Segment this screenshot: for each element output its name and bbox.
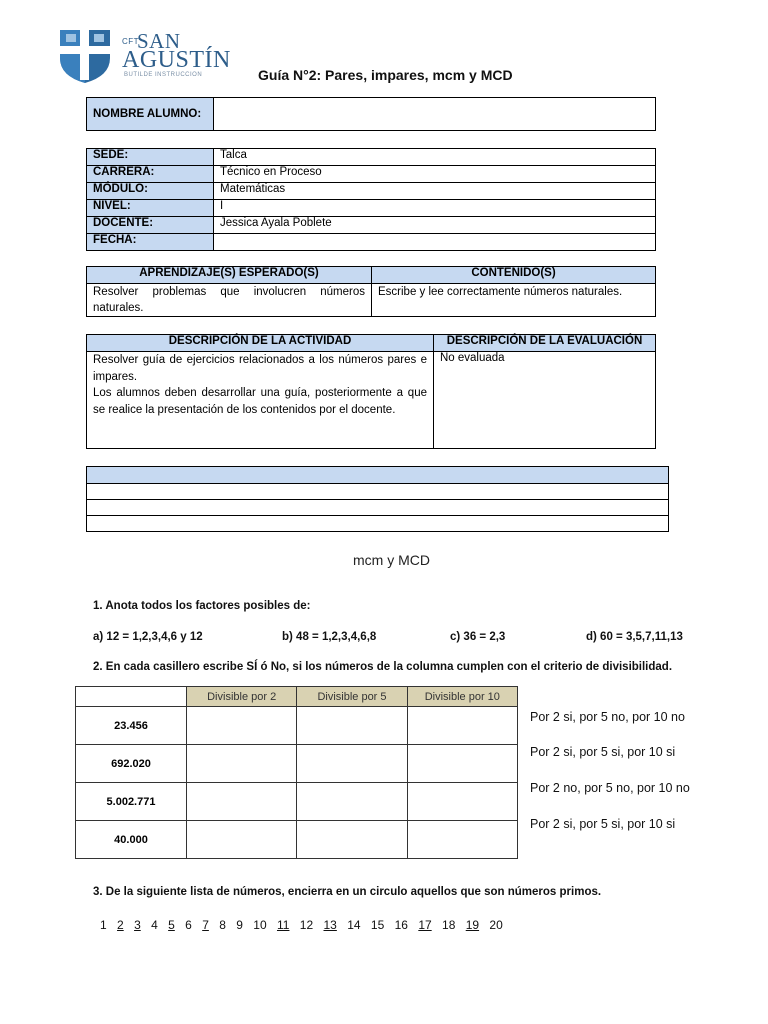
learning-text: Resolver problemas que involucren números naturales. [87,284,372,317]
info-label: NIVEL: [87,200,214,217]
number-item[interactable]: 16 [394,918,408,932]
activity-header: DESCRIPCIÓN DE LA ACTIVIDAD [87,335,434,352]
answer-cell[interactable] [187,783,297,821]
number-item[interactable]: 18 [442,918,456,932]
activity-text-2: Los alumnos deben desarrollar una guía, posteriormente a que se realice la presentación de los contenidos por el docente. [93,387,427,416]
info-label: CARRERA: [87,166,214,183]
number-item[interactable]: 7 [202,918,209,932]
answer-1d: d) 60 = 3,5,7,11,13 [586,631,683,643]
blank-table [86,466,669,532]
answer-1a: a) 12 = 1,2,3,4,6 y 12 [93,631,203,643]
activity-table [86,334,656,449]
blank-row[interactable] [87,500,669,516]
number-item[interactable]: 13 [323,918,337,932]
section-title: mcm y MCD [353,552,430,568]
number-cell: 40.000 [76,821,187,859]
answer-cell[interactable] [297,821,407,859]
learning-table [86,266,656,317]
content-text: Escribe y lee correctamente números naturales. [372,284,656,317]
number-item[interactable]: 1 [100,918,107,932]
info-value: Técnico en Proceso [214,166,656,183]
blank-header [87,467,669,484]
logo-san: SAN [137,29,181,53]
number-cell: 23.456 [76,707,187,745]
number-item[interactable]: 9 [236,918,243,932]
divisibility-table [75,686,518,859]
student-name-field[interactable] [214,98,656,131]
number-item[interactable]: 20 [489,918,503,932]
number-cell: 5.002.771 [76,783,187,821]
number-item[interactable]: 2 [117,918,124,932]
date-field[interactable] [214,234,656,251]
answer-cell[interactable] [407,821,517,859]
answer-cell[interactable] [187,745,297,783]
criteria-answer: Por 2 si, por 5 no, por 10 no [530,710,685,724]
logo-tagline: BUTILDE INSTRUCCION [124,72,203,78]
number-item[interactable]: 12 [299,918,314,932]
answer-cell[interactable] [187,707,297,745]
info-label: SEDE: [87,149,214,166]
number-item[interactable]: 17 [418,918,432,932]
number-list [100,918,510,932]
info-value: Matemáticas [214,183,656,200]
number-item[interactable]: 10 [253,918,267,932]
number-item[interactable]: 11 [276,918,290,932]
answer-cell[interactable] [407,783,517,821]
criteria-answer: Por 2 si, por 5 si, por 10 si [530,745,676,759]
info-label: DOCENTE: [87,217,214,234]
column-header: Divisible por 5 [297,687,407,707]
number-item[interactable]: 15 [370,918,385,932]
answer-cell[interactable] [407,745,517,783]
criteria-answer: Por 2 no, por 5 no, por 10 no [530,781,690,795]
number-item[interactable]: 6 [185,918,192,932]
number-item[interactable]: 5 [168,918,175,932]
info-table [86,148,656,251]
number-cell: 692.020 [76,745,187,783]
info-value: Talca [214,149,656,166]
corner-cell [76,687,187,707]
answer-cell[interactable] [187,821,297,859]
answer-cell[interactable] [297,745,407,783]
info-label: FECHA: [87,234,214,251]
info-label: MÓDULO: [87,183,214,200]
content-header: CONTENIDO(S) [372,267,656,284]
activity-text-1: Resolver guía de ejercicios relacionados a los números pares e impares. [93,354,427,383]
student-table [86,97,656,131]
logo-agustin: AGUSTÍN [122,47,231,73]
answer-1c: c) 36 = 2,3 [450,631,506,643]
answer-cell[interactable] [407,707,517,745]
column-header: Divisible por 10 [407,687,517,707]
info-value: Jessica Ayala Poblete [214,217,656,234]
student-label: NOMBRE ALUMNO: [87,98,214,131]
info-value: I [214,200,656,217]
question-1: 1. Anota todos los factores posibles de: [93,600,311,612]
evaluation-header: DESCRIPCIÓN DE LA EVALUACIÓN [434,335,656,352]
evaluation-text: No evaluada [434,352,656,449]
column-header: Divisible por 2 [187,687,297,707]
criteria-answer: Por 2 si, por 5 si, por 10 si [530,817,676,831]
page-title: Guía N°2: Pares, impares, mcm y MCD [258,67,513,83]
number-item[interactable]: 19 [465,918,480,932]
number-item[interactable]: 3 [134,918,141,932]
question-3: 3. De la siguiente lista de números, encierra en un circulo aquellos que son números primos. [93,886,602,898]
number-item[interactable]: 8 [219,918,226,932]
blank-row[interactable] [87,516,669,532]
blank-row[interactable] [87,484,669,500]
number-item[interactable]: 14 [347,918,361,932]
learning-header: APRENDIZAJE(S) ESPERADO(S) [87,267,372,284]
answer-cell[interactable] [297,783,407,821]
answer-1b: b) 48 = 1,2,3,4,6,8 [282,631,377,643]
number-item[interactable]: 4 [151,918,158,932]
activity-text [87,352,434,449]
question-2: 2. En cada casillero escribe SÍ ó No, si los números de la columna cumplen con el criterio de divisibilidad. [93,661,673,673]
logo-cft: CFT [122,37,140,46]
answer-cell[interactable] [297,707,407,745]
